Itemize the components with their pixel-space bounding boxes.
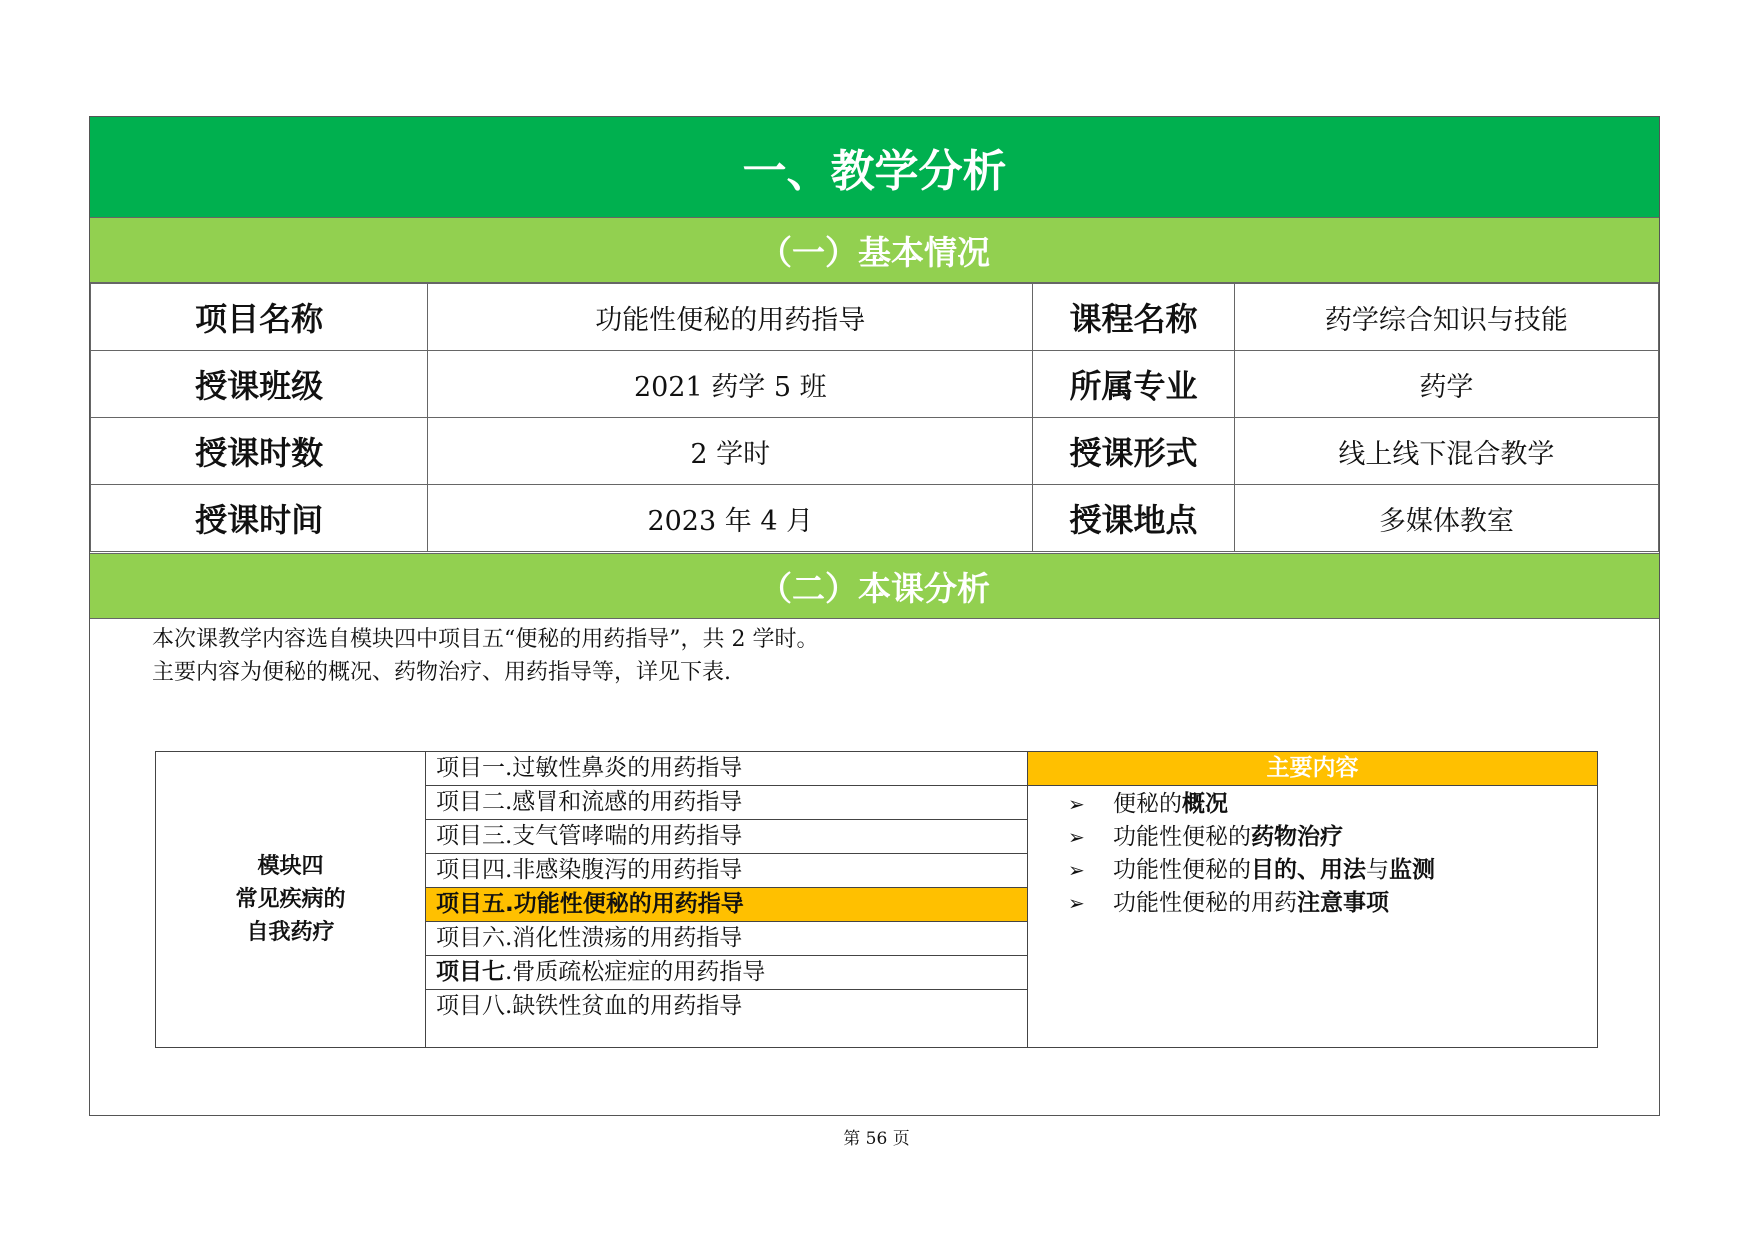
info-label: 授课时间 [91,485,428,552]
content-text: 功能性便秘的 [1113,857,1251,883]
section-lesson-analysis-title: （二）本课分析 [90,553,1659,619]
project-item-rest: .骨质疏松症症的用药指导 [505,959,766,985]
module-cell [156,752,426,1047]
info-row [91,418,1659,485]
content-bold-text: 目的、用法 [1251,857,1366,883]
module-line: 模块四 [257,854,324,879]
arrow-bullet-icon: ➢ [1068,792,1085,816]
main-content-list [1028,786,1597,920]
content-text: 与 [1366,857,1389,883]
info-label: 课程名称 [1033,284,1235,351]
content-item [1068,821,1597,854]
info-label: 授课班级 [91,351,428,418]
project-item: 项目三.支气管哮喘的用药指导 [426,820,1027,854]
project-item-bold-part: 项目七 [436,959,505,985]
project-item: 项目八.缺铁性贫血的用药指导 [436,993,743,1019]
arrow-bullet-icon: ➢ [1068,825,1085,849]
main-content-header: 主要内容 [1028,752,1597,786]
basic-info-table [90,283,1659,552]
info-value: 线上线下混合教学 [1234,418,1658,485]
page-number: 第 56 页 [843,1129,910,1149]
info-value: 2023 年 4 月 [428,485,1033,552]
project-list [426,752,1028,1047]
content-item [1068,887,1597,920]
project-item-highlighted: 项目五.功能性便秘的用药指导 [426,888,1027,922]
content-text: 便秘的 [1113,791,1182,817]
info-value: 2021 药学 5 班 [428,351,1033,418]
intro-line: 主要内容为便秘的概况、药物治疗、用药指导等，详见下表. [152,660,731,685]
content-bold-text: 药物治疗 [1251,824,1343,850]
info-label: 项目名称 [91,284,428,351]
intro-line: 本次课教学内容选自模块四中项目五“便秘的用药指导”，共 2 学时。 [152,627,819,652]
content-item [1068,788,1597,821]
project-item: 项目二.感冒和流感的用药指导 [426,786,1027,820]
info-row [91,351,1659,418]
content-bold-text: 监测 [1389,857,1435,883]
info-row [91,284,1659,351]
module-table [155,751,1598,1048]
arrow-bullet-icon: ➢ [1068,891,1085,915]
module-line: 自我药疗 [246,920,335,945]
content-bold-text: 注意事项 [1297,890,1389,916]
intro-text [152,623,818,689]
arrow-bullet-icon: ➢ [1068,858,1085,882]
project-item: 项目六.消化性溃疡的用药指导 [426,922,1027,956]
project-item [426,956,1027,990]
main-title: 一、教学分析 [90,117,1659,217]
module-line: 常见疾病的 [235,887,346,912]
content-item [1068,854,1597,887]
info-value: 多媒体教室 [1234,485,1658,552]
section-basic-info-title: （一）基本情况 [90,217,1659,283]
content-text: 功能性便秘的用药 [1113,890,1297,916]
info-value: 功能性便秘的用药指导 [428,284,1033,351]
info-row [91,485,1659,552]
info-value: 药学 [1234,351,1658,418]
document-page [89,116,1660,1116]
info-label: 授课时数 [91,418,428,485]
info-label: 所属专业 [1033,351,1235,418]
info-label: 授课地点 [1033,485,1235,552]
project-item: 项目四.非感染腹泻的用药指导 [426,854,1027,888]
main-content-cell [1028,752,1597,1047]
info-value: 2 学时 [428,418,1033,485]
info-label: 授课形式 [1033,418,1235,485]
info-value: 药学综合知识与技能 [1234,284,1658,351]
content-text: 功能性便秘的 [1113,824,1251,850]
project-item: 项目一.过敏性鼻炎的用药指导 [426,752,1027,786]
content-bold-text: 概况 [1182,791,1228,817]
